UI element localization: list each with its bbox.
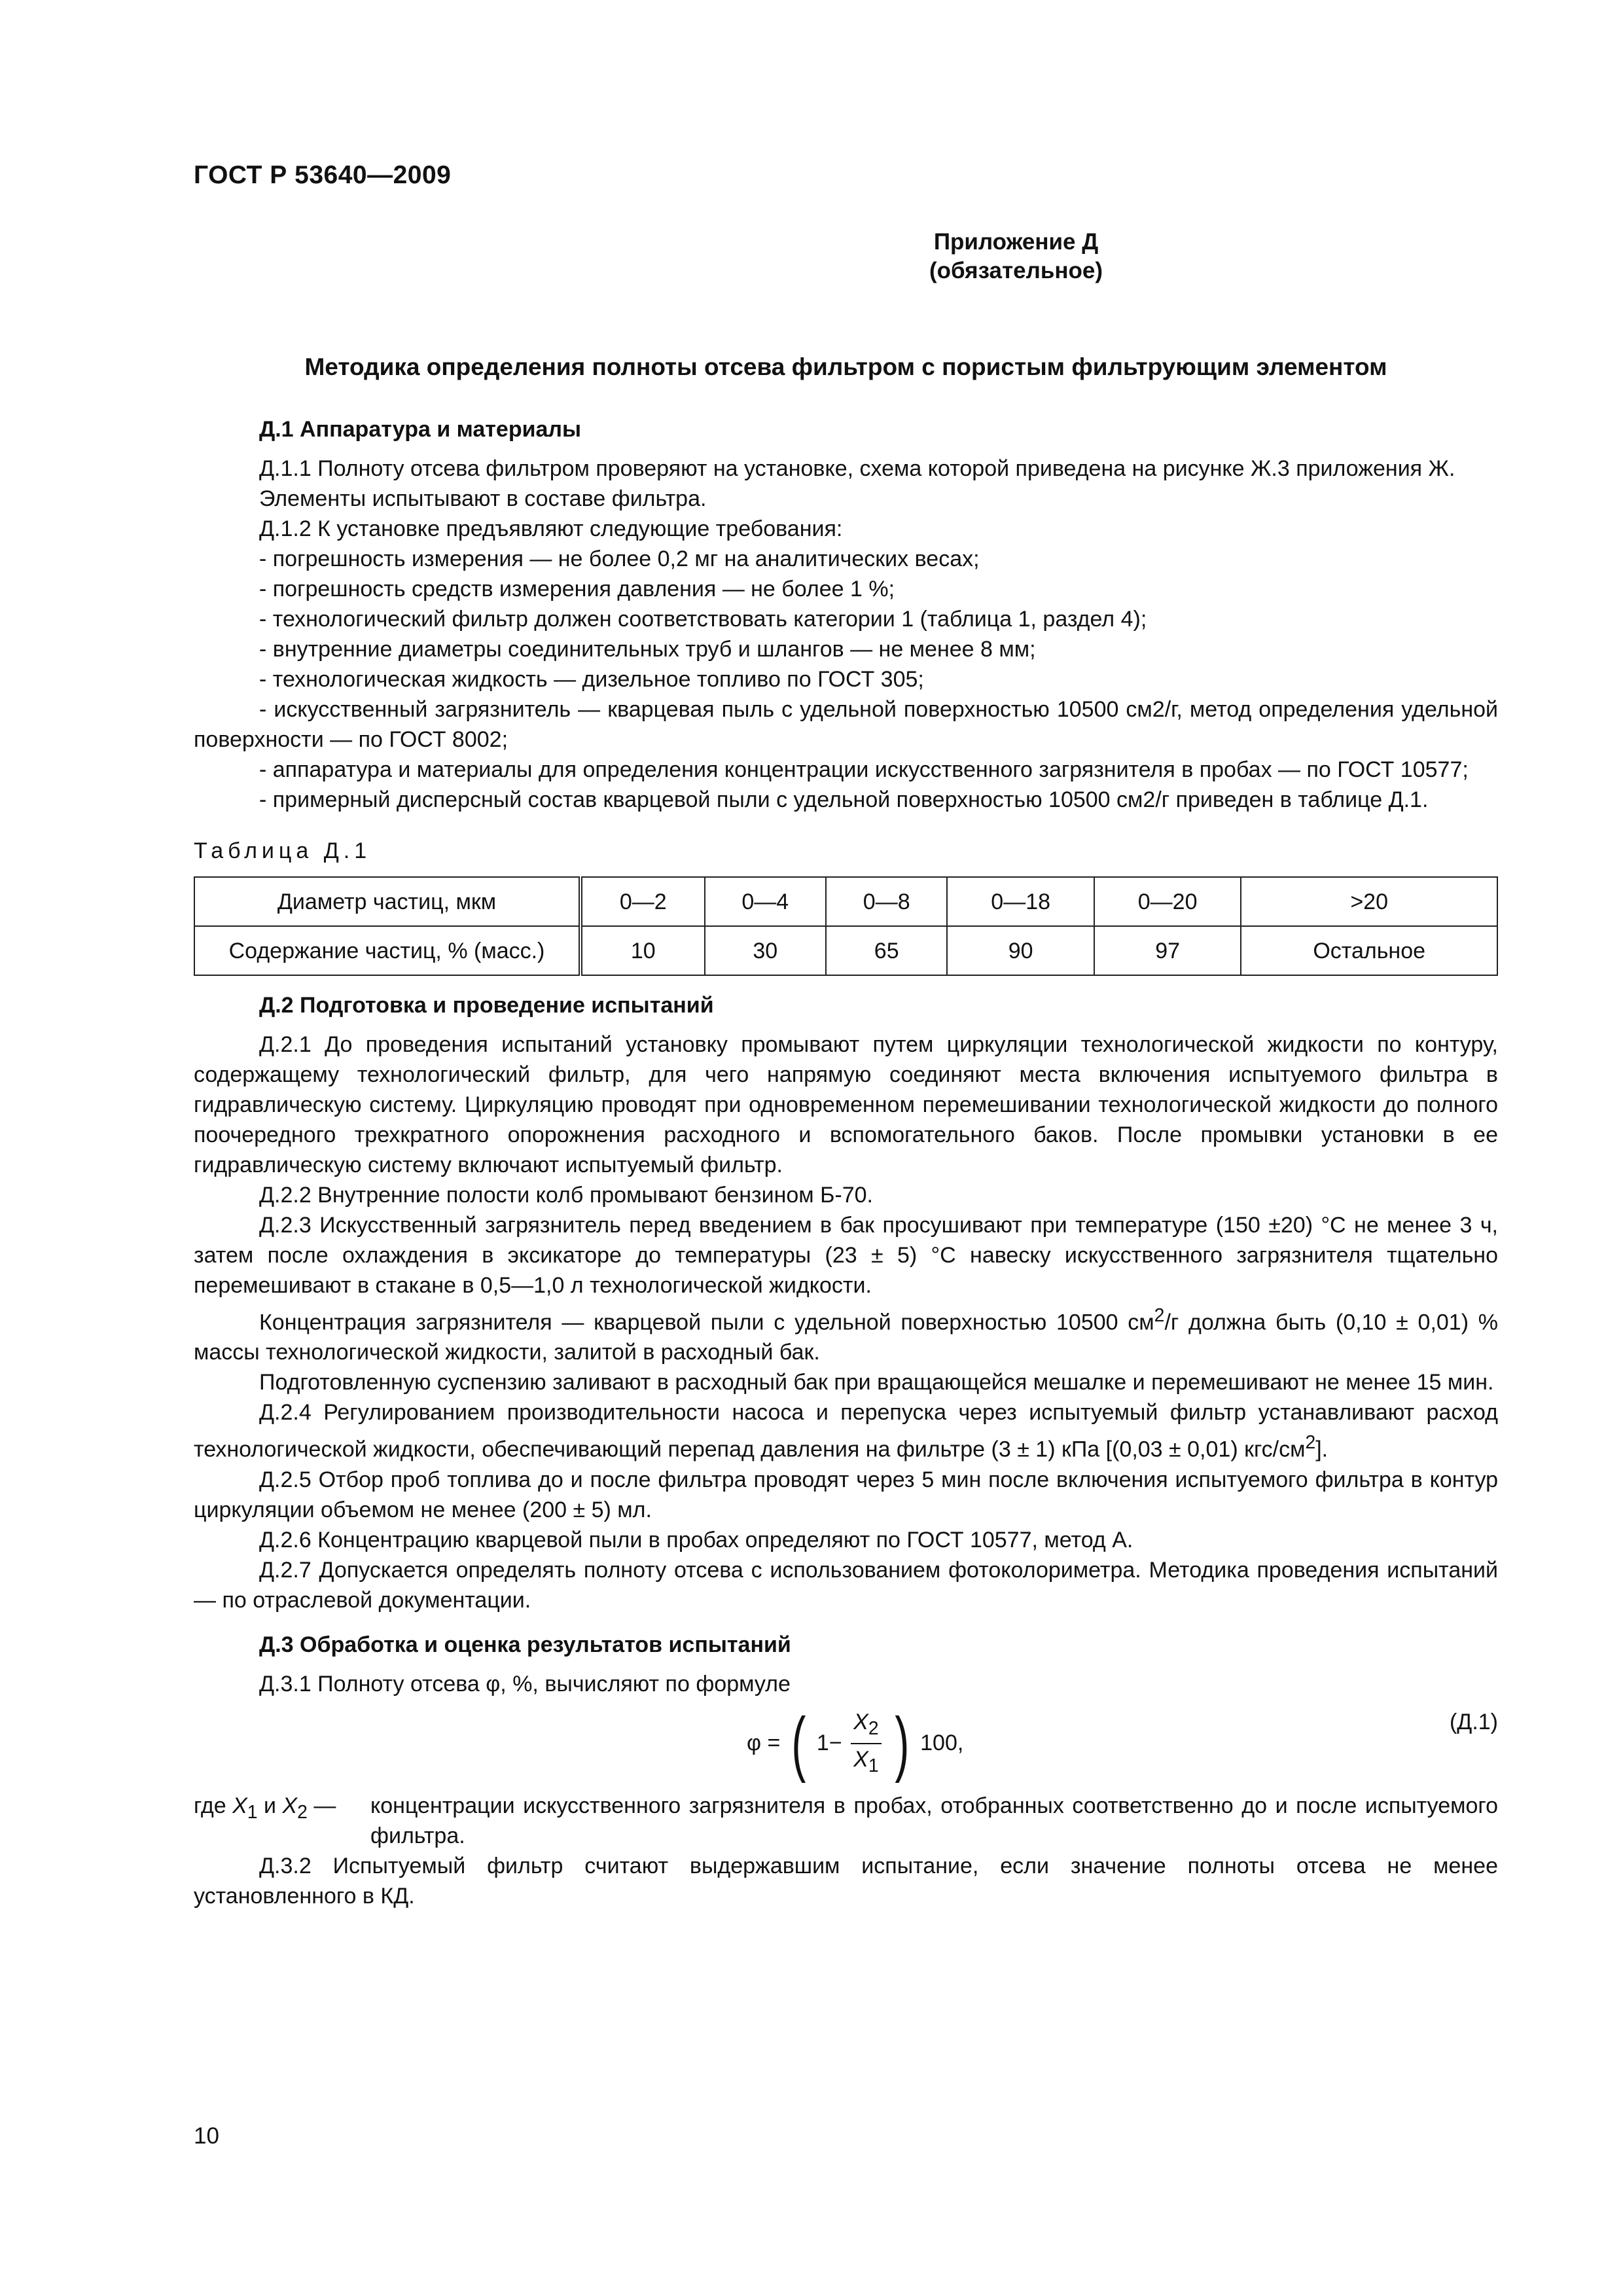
formula-number: (Д.1) <box>1449 1709 1498 1734</box>
list-item: - примерный дисперсный состав кварцевой пыли с удельной поверхностью 10500 см2/г приведен в таблице Д.1. <box>259 787 1429 812</box>
formula-expression: φ = ( 1− $\frac{X_2}{X_1}$ ) 100, <box>747 1703 964 1784</box>
list-item: - внутренние диаметры соединительных труб и шлангов — не менее 8 мм; <box>259 637 1036 662</box>
list-item: - искусственный загрязнитель — кварцевая пыль с удельной поверхностью 10500 см2/г, метод определения удельной поверхности — по ГОСТ 8002; <box>194 697 1498 752</box>
table-cell: 0—2 <box>580 877 705 926</box>
table-cell: 30 <box>705 926 826 975</box>
paragraph: Д.1.2 К установке предъявляют следующие требования: <box>259 516 843 541</box>
section-heading: Д.1 Аппаратура и материалы <box>259 417 582 442</box>
section-heading: Д.3 Обработка и оценка результатов испытаний <box>259 1632 791 1657</box>
paragraph: Д.2.7 Допускается определять полноту отсева с использованием фотоколориметра. Методика проведения испытаний — по отраслевой документации. <box>194 1557 1498 1613</box>
paragraph: Д.3.1 Полноту отсева φ, %, вычисляют по формуле <box>259 1671 791 1696</box>
formula-fraction: $\frac{X_2}{X_1}$ <box>851 1707 881 1782</box>
paragraph: Концентрация загрязнителя — кварцевой пыли с удельной поверхностью 10500 $см^2/г$ должна быть (0,10 ± 0,01) % массы технологической жидкости, залитой в расходный бак. <box>194 1305 1498 1365</box>
table-row <box>194 926 1497 975</box>
list-item: - погрешность средств измерения давления — не более 1 %; <box>259 577 895 601</box>
appendix-status: (обязательное) <box>929 258 1103 283</box>
paragraph: Д.2.3 Искусственный загрязнитель перед введением в бак просушивают при температуре (150 ±20) °С не менее 3 ч, затем после охлаждения в эксикаторе до температуры (23 ± 5) °С навеску искусственного загрязнителя тщательно перемешивают в стакане в 0,5—1,0 л технологической жидкости. <box>194 1213 1498 1298</box>
paragraph: Д.1.1 Полноту отсева фильтром проверяют на установке, схема которой приведена на рисунке Ж.3 приложения Ж. <box>259 456 1455 481</box>
paragraph: Подготовленную суспензию заливают в расходный бак при вращающейся мешалке и перемешивают не менее 15 мин. <box>259 1370 1494 1395</box>
page-number: 10 <box>194 2123 219 2149</box>
table-cell: Содержание частиц, % (масс.) <box>194 926 580 975</box>
list-item: - технологический фильтр должен соответствовать категории 1 (таблица 1, раздел 4); <box>259 607 1147 632</box>
paragraph: Д.2.2 Внутренние полости колб промывают бензином Б-70. <box>259 1183 873 1208</box>
table-cell: Диаметр частиц, мкм <box>194 877 580 926</box>
particle-table <box>194 876 1498 976</box>
table-cell: 10 <box>580 926 705 975</box>
paragraph: Д.2.4 Регулированием производительности насоса и перепуска через испытуемый фильтр устанавливают расход технологической жидкости, обеспечивающий перепад давления на фильтре (3 ± 1) кПа [(0,03 ± 0,01) кгс/$см^2$]. <box>194 1400 1498 1462</box>
section-heading: Д.2 Подготовка и проведение испытаний <box>259 993 714 1018</box>
table-cell: >20 <box>1241 877 1497 926</box>
section-d1 <box>194 414 1498 1911</box>
table-cell: 0—18 <box>947 877 1094 926</box>
table-cell: Остальное <box>1241 926 1497 975</box>
table-cell: 97 <box>1094 926 1241 975</box>
formula-legend <box>194 1791 1498 1851</box>
table-row <box>194 877 1497 926</box>
table-cell: 65 <box>826 926 947 975</box>
table-cell: 0—4 <box>705 877 826 926</box>
paragraph: Д.2.6 Концентрацию кварцевой пыли в пробах определяют по ГОСТ 10577, метод А. <box>259 1527 1133 1552</box>
appendix-title: Приложение Д <box>933 229 1099 255</box>
table-cell: 0—8 <box>826 877 947 926</box>
formula-d1 <box>194 1699 1498 1791</box>
standard-header: ГОСТ Р 53640—2009 <box>194 161 452 189</box>
paragraph: Элементы испытывают в составе фильтра. <box>259 486 707 511</box>
paragraph: Д.2.1 До проведения испытаний установку промывают путем циркуляции технологической жидкости по контуру, содержащему технологический фильтр, для чего напрямую соединяют места включения испытуемого фильтра в гидравлическую систему. Циркуляцию проводят при одновременном перемешивании технологической жидкости до полного поочередного трехкратного опорожнения расходного и вспомогательного баков. После промывки установки в ее гидравлическую систему включают испытуемый фильтр. <box>194 1032 1498 1177</box>
paragraph: Д.2.5 Отбор проб топлива до и после фильтра проводят через 5 мин после включения испытуемого фильтра в контур циркуляции объемом не менее (200 ± 5) мл. <box>194 1467 1498 1522</box>
list-item: - аппаратура и материалы для определения концентрации искусственного загрязнителя в пробах — по ГОСТ 10577; <box>259 757 1469 782</box>
list-item: - погрешность измерения — не более 0,2 мг на аналитических весах; <box>259 547 980 571</box>
main-title: Методика определения полноты отсева фильтром с пористым фильтрующим элементом <box>304 353 1387 380</box>
table-cell: 90 <box>947 926 1094 975</box>
legend-label: где $X_1$ и $X_2$ — <box>194 1793 336 1823</box>
paragraph: Д.3.2 Испытуемый фильтр считают выдержавшим испытание, если значение полноты отсева не менее установленного в КД. <box>194 1853 1498 1909</box>
table-caption: Таблица Д.1 <box>194 838 372 863</box>
legend-description: концентрации искусственного загрязнителя в пробах, отобранных соответственно до и после испытуемого фильтра. <box>370 1793 1498 1848</box>
table-cell: 0—20 <box>1094 877 1241 926</box>
list-item: - технологическая жидкость — дизельное топливо по ГОСТ 305; <box>259 667 924 692</box>
